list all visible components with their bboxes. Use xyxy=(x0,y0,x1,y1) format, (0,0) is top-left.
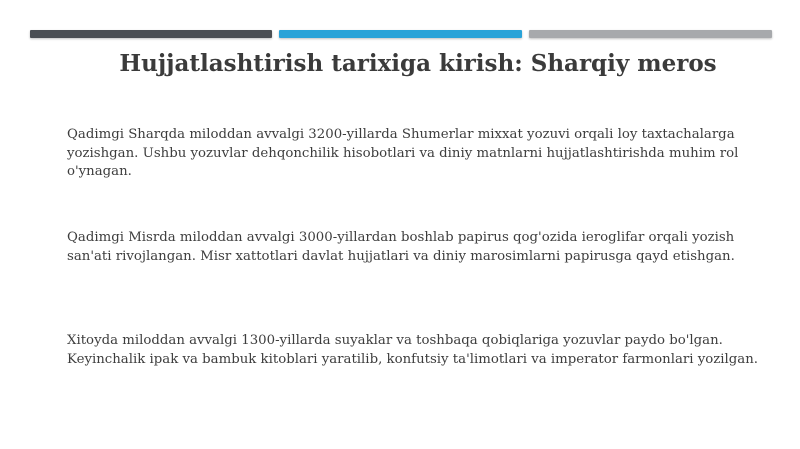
slide-title: Hujjatlashtirish tarixiga kirish: Sharqiy meros xyxy=(119,50,717,77)
paragraph-china: Xitoyda miloddan avvalgi 1300-yillarda suyaklar va toshbaqa qobiqlariga yozuvlar paydo bo'lgan. Keyinchalik ipak va bambuk kitoblari yaratilib, konfutsiy ta'limotlari va imperator farmonlari yozilgan. xyxy=(67,333,758,367)
accent-bar-gray xyxy=(529,30,772,38)
top-accent-bars xyxy=(30,30,772,38)
paragraph-sumer: Qadimgi Sharqda miloddan avvalgi 3200-yillarda Shumerlar mixxat yozuvi orqali loy taxtachalarga yozishgan. Ushbu yozuvlar dehqonchilik hisobotlari va diniy matnlarni hujjatlashtirishda muhim rol o'ynagan. xyxy=(67,127,739,179)
paragraph-egypt: Qadimgi Misrda miloddan avvalgi 3000-yillardan boshlab papirus qog'ozida ieroglifar orqali yozish san'ati rivojlangan. Misr xattotlari davlat hujjatlari va diniy marosimlarni papirusga qayd etishgan. xyxy=(67,230,735,264)
accent-bar-dark xyxy=(30,30,272,38)
accent-bar-blue xyxy=(279,30,522,38)
